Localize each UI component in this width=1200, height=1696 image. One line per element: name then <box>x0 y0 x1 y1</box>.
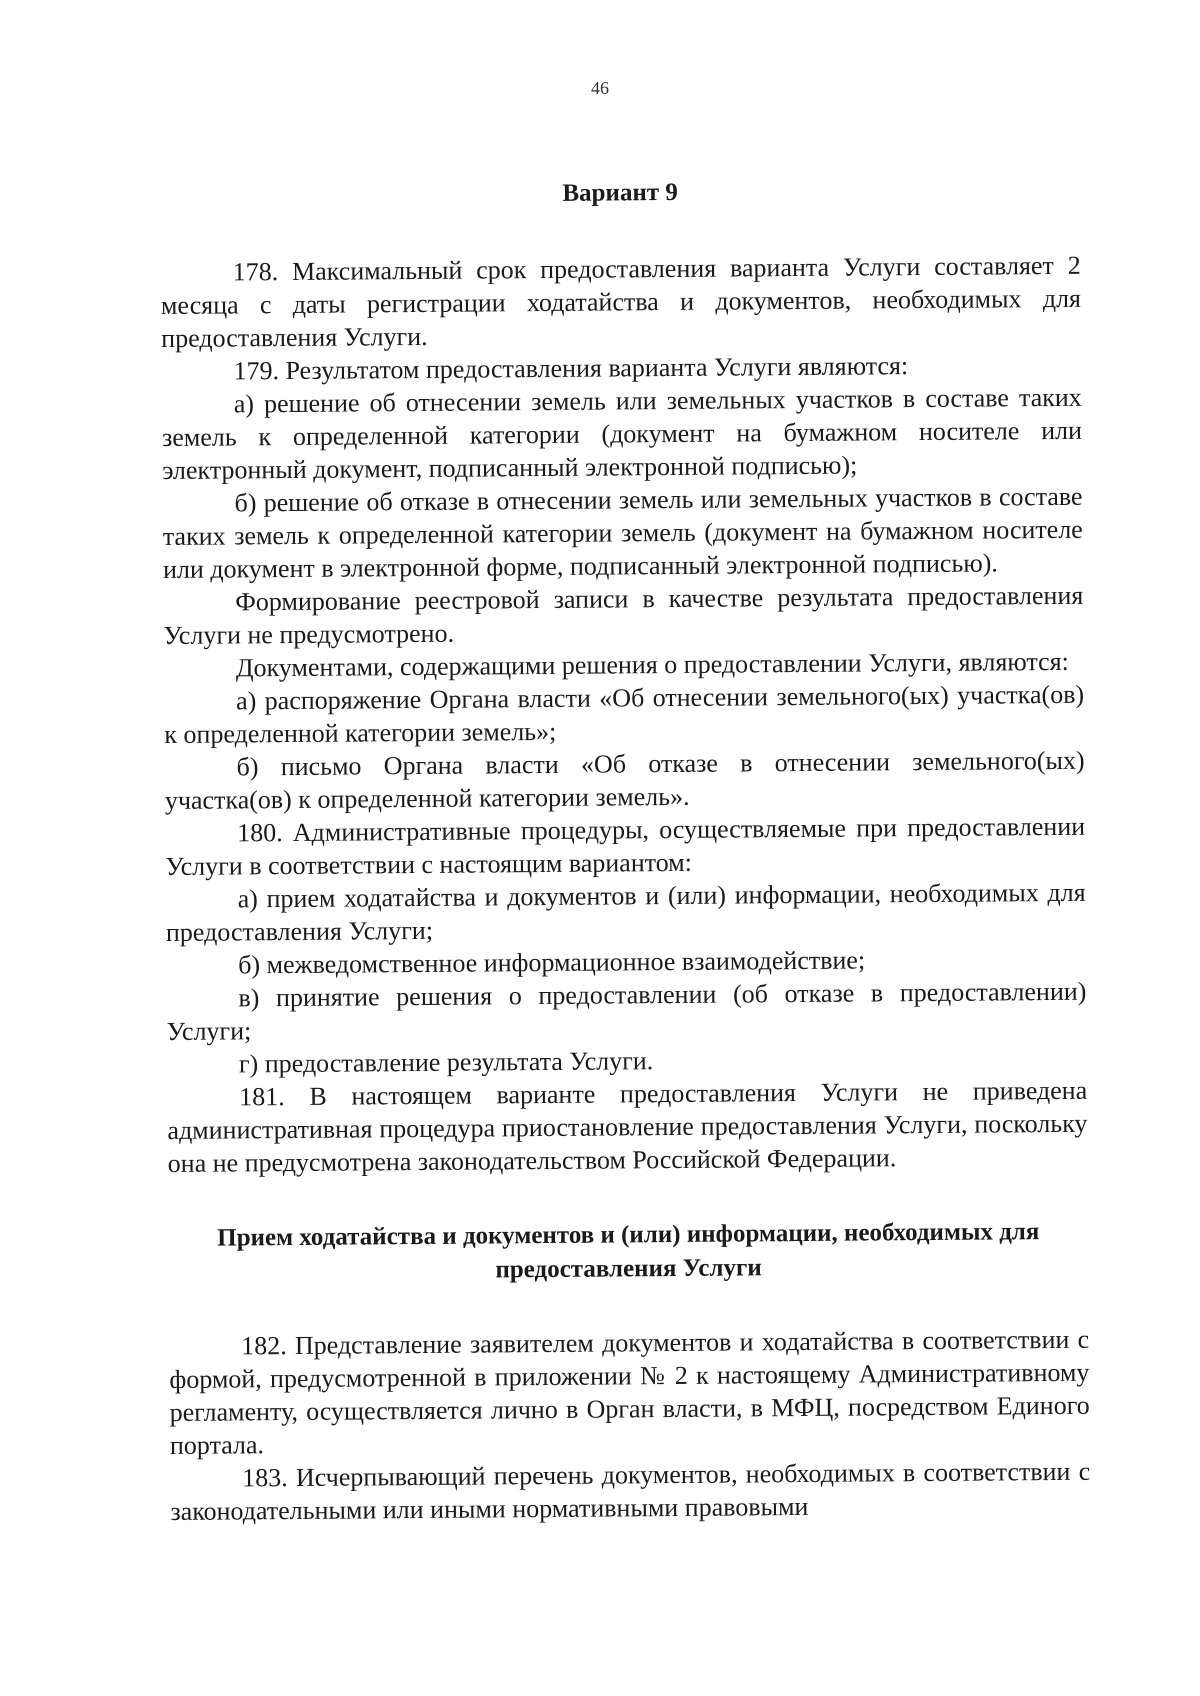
paragraph: 183. Исчерпывающий перечень документов, необходимых в соответствии с законодательными или иными нормативными правовыми <box>170 1456 1091 1526</box>
paragraph: 182. Представление заявителем документов и ходатайства в соответствии с формой, предусмотренной в приложении № 2 к настоящему Административному регламенту, осуществляется лично в Орган власти, в МФЦ, посредством Единого портала. <box>169 1324 1090 1460</box>
paragraph: 181. В настоящем варианте предоставления Услуги не приведена административная процедура приостановление предоставления Услуги, поскольку она не предусмотрена законодательством Российской Федерации. <box>167 1075 1088 1178</box>
paragraph: г) предоставление результата Услуги. <box>238 1046 654 1079</box>
paragraph-group-1 <box>161 249 1088 1180</box>
paragraph: б) решение об отказе в отнесении земель или земельных участков в составе таких земель к определенной категории земель (документ на бумажном носителе или документ в электронной форме, подписанный электронной подписью). <box>162 481 1083 584</box>
paragraph: 180. Административные процедуры, осуществляемые при предоставлении Услуги в соответствии с настоящим вариантом: <box>165 811 1086 881</box>
paragraph: а) прием ходатайства и документов и (или) информации, необходимых для предоставления Услуги; <box>165 877 1086 947</box>
variant-heading: Вариант 9 <box>562 178 678 207</box>
paragraph: Формирование реестровой записи в качестве результата предоставления Услуги не предусмотрено. <box>163 580 1084 650</box>
paragraph: Документами, содержащими решения о предоставлении Услуги, являются: <box>235 646 1069 683</box>
paragraph: а) решение об отнесении земель или земельных участков в составе таких земель к определенной категории (документ на бумажном носителе или электронный документ, подписанный электронной подписью); <box>161 382 1083 485</box>
paragraph: в) принятие решения о предоставлении (об отказе в предоставлении) Услуги; <box>166 976 1087 1046</box>
paragraph: б) письмо Органа власти «Об отказе в отнесении земельного(ых) участка(ов) к определенной категории земель». <box>164 745 1085 815</box>
paragraph-group-2 <box>169 1323 1091 1528</box>
paragraph: 179. Результатом предоставления варианта Услуги являются: <box>233 351 909 386</box>
paragraph: а) распоряжение Органа власти «Об отнесении земельного(ых) участка(ов) к определенной категории земель»; <box>164 679 1085 749</box>
paragraph: 178. Максимальный срок предоставления варианта Услуги составляет 2 месяца с даты регистрации ходатайства и документов, необходимых для предоставления Услуги. <box>160 250 1082 353</box>
page-number: 46 <box>591 78 609 98</box>
document-body <box>160 173 1091 1528</box>
paragraph: б) межведомственное информационное взаимодействие; <box>238 945 866 980</box>
section-heading: Прием ходатайства и документов и (или) информации, необходимых для предоставления Услуги <box>217 1218 1040 1284</box>
